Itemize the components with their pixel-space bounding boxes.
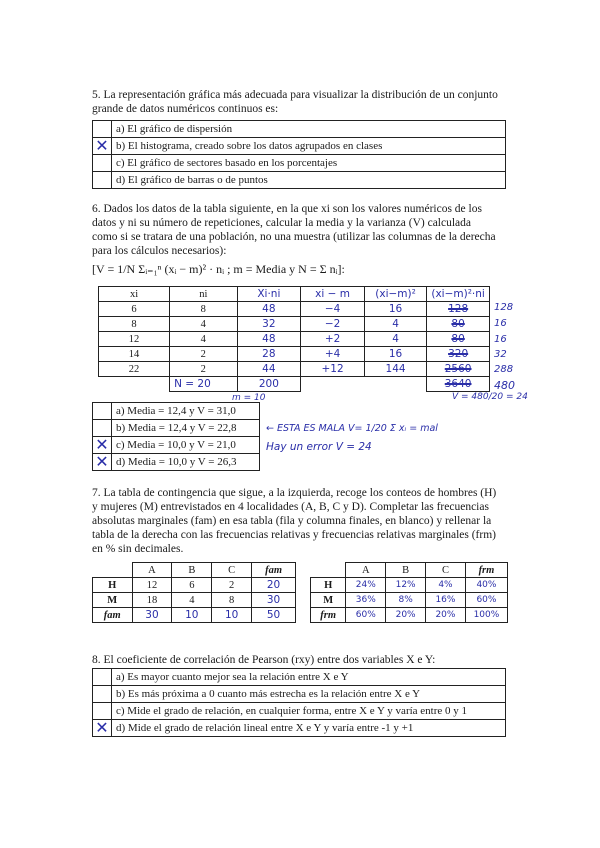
- q6-option-label: c) Media = 10,0 y V = 21,0: [112, 437, 260, 454]
- cell-struck[interactable]: 80: [427, 332, 490, 347]
- cell[interactable]: 30: [252, 593, 296, 608]
- q5-mark-cell[interactable]: [93, 172, 112, 189]
- margin-value: 16: [494, 334, 507, 345]
- cell: M: [93, 593, 133, 608]
- q8-mark-cell[interactable]: [93, 703, 112, 720]
- cell: 2: [212, 578, 252, 593]
- cell: 18: [132, 593, 172, 608]
- q5-mark-cell[interactable]: [93, 121, 112, 138]
- q8-mark-cell[interactable]: [93, 669, 112, 686]
- cross-mark-icon: ✕: [95, 136, 109, 155]
- cell[interactable]: −2: [301, 317, 365, 332]
- table-row: [99, 317, 490, 332]
- cell[interactable]: 44: [237, 362, 301, 377]
- empty-cell: [364, 377, 426, 392]
- margin-value: 128: [494, 302, 514, 313]
- total-xn-cell[interactable]: 200: [237, 377, 301, 392]
- q7-left-table: [92, 562, 296, 623]
- q6-options-table: [92, 402, 260, 471]
- cell: B: [386, 563, 426, 578]
- cell[interactable]: 28: [237, 347, 301, 362]
- cell[interactable]: 20: [252, 578, 296, 593]
- cell[interactable]: 100%: [465, 608, 507, 623]
- q6-text-line4: para los cálculos necesarios):: [92, 245, 227, 257]
- cell: H: [311, 578, 346, 593]
- cell: B: [172, 563, 212, 578]
- cell: [93, 563, 133, 578]
- cell[interactable]: 48: [237, 302, 301, 317]
- q6-option-d[interactable]: [93, 454, 260, 471]
- total-n-cell[interactable]: N = 20: [170, 377, 237, 392]
- cell: frm: [311, 608, 346, 623]
- q8-option-label: b) Es más próxima a 0 cuanto más estrecha es la relación entre X e Y: [112, 686, 506, 703]
- q7-text-line2: y mujeres (M) entrevistados en 4 localidades (A, B, C y D). Completar las frecuencias: [92, 501, 489, 513]
- table-row: [311, 608, 508, 623]
- cell[interactable]: 50: [252, 608, 296, 623]
- cell: fam: [252, 563, 296, 578]
- cell: H: [93, 578, 133, 593]
- cell[interactable]: 36%: [346, 593, 386, 608]
- q5-option-a[interactable]: [93, 121, 506, 138]
- q6-option-b[interactable]: [93, 420, 260, 437]
- q6-mark-cell[interactable]: [93, 437, 112, 454]
- variance-note: V = 480/20 = 24: [452, 392, 528, 402]
- cell: 4: [172, 593, 212, 608]
- table-row: [99, 332, 490, 347]
- q5-text-line1: 5. La representación gráfica más adecuada para visualizar la distribución de un conjunto: [92, 89, 498, 101]
- q7-right-header: [311, 563, 508, 578]
- table-row: [99, 302, 490, 317]
- cell[interactable]: 4: [364, 317, 426, 332]
- empty-cell: [99, 377, 170, 392]
- q8-option-d[interactable]: [93, 720, 506, 737]
- q8-option-a[interactable]: [93, 669, 506, 686]
- q6-option-c[interactable]: [93, 437, 260, 454]
- cell: M: [311, 593, 346, 608]
- q5-mark-cell[interactable]: [93, 138, 112, 155]
- cell: 4: [170, 317, 237, 332]
- q6-mark-cell[interactable]: [93, 454, 112, 471]
- q7-left-header: [93, 563, 296, 578]
- cell-struck[interactable]: 320: [427, 347, 490, 362]
- q7-text-line4: tabla de la derecha con las frecuencias relativas y frecuencias relativas marginales (frm): [92, 529, 496, 541]
- q6-text-line3: como si se tratara de una población, no una muestra (utilizar las columnas de la derecha: [92, 231, 496, 243]
- margin-value: 288: [494, 364, 514, 375]
- q5-mark-cell[interactable]: [93, 155, 112, 172]
- cross-mark-icon: ✕: [95, 718, 109, 737]
- q6-header-row: [99, 287, 490, 302]
- q5-option-label: b) El histograma, creado sobre los datos agrupados en clases: [112, 138, 506, 155]
- cell[interactable]: 40%: [465, 578, 507, 593]
- note-option-b: ← ESTA ES MALA V= 1/20 Σ xᵢ = mal: [266, 423, 438, 434]
- q6-option-label: d) Media = 10,0 y V = 26,3: [112, 454, 260, 471]
- q8-option-label: c) Mide el grado de relación, en cualquier forma, entre X e Y y varía entre 0 y 1: [112, 703, 506, 720]
- q8-option-b[interactable]: [93, 686, 506, 703]
- cell-struck[interactable]: 128: [427, 302, 490, 317]
- q5-option-d[interactable]: [93, 172, 506, 189]
- q6-option-label: a) Media = 12,4 y V = 31,0: [112, 403, 260, 420]
- cell: 6: [99, 302, 170, 317]
- cell[interactable]: 32: [237, 317, 301, 332]
- cell[interactable]: 10: [172, 608, 212, 623]
- q5-option-c[interactable]: [93, 155, 506, 172]
- cross-mark-icon: ✕: [95, 452, 109, 471]
- q7-text-line5: en % sin decimales.: [92, 543, 184, 555]
- cell: frm: [465, 563, 507, 578]
- table-row: [93, 608, 296, 623]
- total-struck-cell[interactable]: 3640: [427, 377, 490, 392]
- cell[interactable]: 8%: [386, 593, 426, 608]
- mean-note: m = 10: [232, 393, 266, 403]
- table-row: [93, 578, 296, 593]
- cell[interactable]: 16: [364, 347, 426, 362]
- cell[interactable]: 4%: [426, 578, 466, 593]
- table-row-totals: [99, 377, 490, 392]
- cell: 12: [132, 578, 172, 593]
- q8-option-label: d) Mide el grado de relación lineal entre X e Y y varía entre -1 y +1: [112, 720, 506, 737]
- table-row: [99, 347, 490, 362]
- cell[interactable]: 10: [212, 608, 252, 623]
- cell: 8: [212, 593, 252, 608]
- q5-option-label: d) El gráfico de barras o de puntos: [112, 172, 506, 189]
- q5-option-b[interactable]: [93, 138, 506, 155]
- q6-header-dev2n: (xi−m)²·ni: [427, 287, 490, 302]
- q6-header-xini: Xi·ni: [237, 287, 301, 302]
- q6-header-dev2: (xi−m)²: [364, 287, 426, 302]
- q6-header-ni: ni: [170, 287, 237, 302]
- q8-option-label: a) Es mayor cuanto mejor sea la relación entre X e Y: [112, 669, 506, 686]
- cell: 8: [99, 317, 170, 332]
- q7-right-table: [310, 562, 508, 623]
- q6-text-line1: 6. Dados los datos de la tabla siguiente, en la que xi son los valores numéricos de los: [92, 203, 482, 215]
- cell: 2: [170, 347, 237, 362]
- margin-total: 480: [494, 379, 515, 392]
- q6-option-label: b) Media = 12,4 y V = 22,8: [112, 420, 260, 437]
- margin-value: 16: [494, 318, 507, 329]
- cell-struck[interactable]: 80: [427, 317, 490, 332]
- cell[interactable]: 12%: [386, 578, 426, 593]
- cell: A: [132, 563, 172, 578]
- q6-header-dev: xi − m: [301, 287, 365, 302]
- cell[interactable]: 16: [364, 302, 426, 317]
- cell: 4: [170, 332, 237, 347]
- cell[interactable]: 48: [237, 332, 301, 347]
- margin-value: 32: [494, 349, 507, 360]
- q7-text-line1: 7. La tabla de contingencia que sigue, a la izquierda, recoge los conteos de hombres (H): [92, 487, 497, 499]
- cell: C: [426, 563, 466, 578]
- q5-option-label: a) El gráfico de dispersión: [112, 121, 506, 138]
- cell: 2: [170, 362, 237, 377]
- cell[interactable]: 144: [364, 362, 426, 377]
- table-row: [311, 593, 508, 608]
- q5-text-line2: grande de datos numéricos continuos es:: [92, 103, 279, 115]
- q6-formula: [V = 1/N Σᵢ₌₁ⁿ (xᵢ − m)² · nᵢ ; m = Media y N = Σ nᵢ]:: [92, 262, 345, 276]
- cell: A: [346, 563, 386, 578]
- q6-option-a[interactable]: [93, 403, 260, 420]
- cell: 22: [99, 362, 170, 377]
- cell[interactable]: 30: [132, 608, 172, 623]
- q6-mark-cell[interactable]: [93, 420, 112, 437]
- q8-text: 8. El coeficiente de correlación de Pearson (rxy) entre dos variables X e Y:: [92, 654, 436, 666]
- q5-options-table: [92, 120, 506, 189]
- q5-option-label: c) El gráfico de sectores basado en los porcentajes: [112, 155, 506, 172]
- cell: 6: [172, 578, 212, 593]
- cell[interactable]: +12: [301, 362, 365, 377]
- cell: [311, 563, 346, 578]
- q8-options-table: [92, 668, 506, 737]
- q8-option-c[interactable]: [93, 703, 506, 720]
- table-row: [99, 362, 490, 377]
- table-row: [93, 593, 296, 608]
- table-row: [311, 578, 508, 593]
- cell[interactable]: 60%: [346, 608, 386, 623]
- q8-mark-cell[interactable]: [93, 720, 112, 737]
- q6-header-xi: xi: [99, 287, 170, 302]
- cell-struck[interactable]: 2560: [427, 362, 490, 377]
- cell[interactable]: −4: [301, 302, 365, 317]
- cell[interactable]: 20%: [386, 608, 426, 623]
- note-option-c: Hay un error V = 24: [266, 441, 372, 453]
- cross-mark-icon: ✕: [95, 435, 109, 454]
- q6-mark-cell[interactable]: [93, 403, 112, 420]
- cell[interactable]: 20%: [426, 608, 466, 623]
- cell[interactable]: +4: [301, 347, 365, 362]
- cell[interactable]: 24%: [346, 578, 386, 593]
- cell[interactable]: +2: [301, 332, 365, 347]
- cell[interactable]: 60%: [465, 593, 507, 608]
- empty-cell: [301, 377, 365, 392]
- cell: 8: [170, 302, 237, 317]
- q6-data-table: [98, 286, 490, 392]
- cell: 14: [99, 347, 170, 362]
- cell: C: [212, 563, 252, 578]
- cell[interactable]: 4: [364, 332, 426, 347]
- cell[interactable]: 16%: [426, 593, 466, 608]
- q7-text-line3: absolutas marginales (fam) en esa tabla (fila y columna finales, en blanco) y rellenar la: [92, 515, 492, 527]
- q8-mark-cell[interactable]: [93, 686, 112, 703]
- cell: 12: [99, 332, 170, 347]
- cell: fam: [93, 608, 133, 623]
- q6-text-line2: datos y ni su número de repeticiones, calcular la media y la varianza (V) calculada: [92, 217, 472, 229]
